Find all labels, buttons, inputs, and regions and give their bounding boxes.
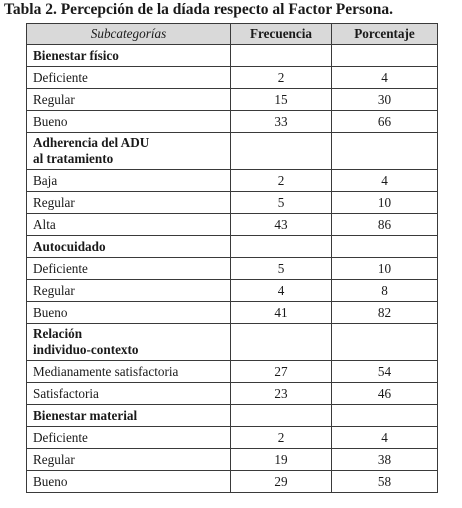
table-row xyxy=(27,170,438,192)
category-label: Autocuidado xyxy=(27,236,231,258)
table-row xyxy=(27,471,438,493)
row-frecuencia: 15 xyxy=(231,89,332,111)
row-frecuencia: 4 xyxy=(231,280,332,302)
table-row xyxy=(27,427,438,449)
row-porcentaje: 54 xyxy=(332,361,438,383)
table-row xyxy=(27,280,438,302)
row-label: Baja xyxy=(27,170,231,192)
row-frecuencia: 23 xyxy=(231,383,332,405)
row-frecuencia: 2 xyxy=(231,427,332,449)
header-subcategorias: Subcategorías xyxy=(27,24,231,45)
category-row xyxy=(27,133,438,170)
row-label: Regular xyxy=(27,192,231,214)
row-frecuencia: 29 xyxy=(231,471,332,493)
row-label: Regular xyxy=(27,89,231,111)
table-row xyxy=(27,214,438,236)
row-porcentaje: 46 xyxy=(332,383,438,405)
table-row xyxy=(27,361,438,383)
category-label: Bienestar físico xyxy=(27,45,231,67)
row-frecuencia: 19 xyxy=(231,449,332,471)
row-frecuencia: 43 xyxy=(231,214,332,236)
data-table xyxy=(26,23,438,493)
table-row xyxy=(27,111,438,133)
table-row xyxy=(27,89,438,111)
category-label: Bienestar material xyxy=(27,405,231,427)
header-porcentaje: Porcentaje xyxy=(332,24,438,45)
row-label: Satisfactoria xyxy=(27,383,231,405)
row-porcentaje: 82 xyxy=(332,302,438,324)
category-row xyxy=(27,405,438,427)
table-row xyxy=(27,258,438,280)
table-row xyxy=(27,192,438,214)
category-label-line1: Adherencia del ADU xyxy=(33,135,150,150)
row-porcentaje: 8 xyxy=(332,280,438,302)
row-label: Regular xyxy=(27,449,231,471)
category-row xyxy=(27,45,438,67)
row-frecuencia: 5 xyxy=(231,258,332,280)
row-frecuencia: 5 xyxy=(231,192,332,214)
row-porcentaje: 86 xyxy=(332,214,438,236)
table-row xyxy=(27,383,438,405)
row-label: Bueno xyxy=(27,111,231,133)
row-frecuencia: 2 xyxy=(231,170,332,192)
row-label: Alta xyxy=(27,214,231,236)
row-porcentaje: 10 xyxy=(332,258,438,280)
table-row xyxy=(27,302,438,324)
table-caption: Tabla 2. Percepción de la díada respecto al Factor Persona. xyxy=(4,1,394,18)
table-row xyxy=(27,67,438,89)
category-label xyxy=(27,324,231,361)
row-label: Medianamente satisfactoria xyxy=(27,361,231,383)
category-label-line2: al tratamiento xyxy=(33,151,114,166)
table-row xyxy=(27,449,438,471)
category-label-line2: individuo-contexto xyxy=(33,342,139,357)
category-row xyxy=(27,236,438,258)
row-porcentaje: 4 xyxy=(332,67,438,89)
row-porcentaje: 66 xyxy=(332,111,438,133)
header-row xyxy=(27,24,438,45)
row-label: Deficiente xyxy=(27,427,231,449)
row-porcentaje: 30 xyxy=(332,89,438,111)
category-label-line1: Relación xyxy=(33,326,83,341)
category-row xyxy=(27,324,438,361)
row-label: Deficiente xyxy=(27,67,231,89)
row-porcentaje: 58 xyxy=(332,471,438,493)
row-label: Regular xyxy=(27,280,231,302)
row-label: Bueno xyxy=(27,302,231,324)
row-frecuencia: 27 xyxy=(231,361,332,383)
row-porcentaje: 4 xyxy=(332,427,438,449)
row-label: Deficiente xyxy=(27,258,231,280)
row-frecuencia: 41 xyxy=(231,302,332,324)
row-frecuencia: 2 xyxy=(231,67,332,89)
row-porcentaje: 4 xyxy=(332,170,438,192)
row-porcentaje: 38 xyxy=(332,449,438,471)
row-porcentaje: 10 xyxy=(332,192,438,214)
row-label: Bueno xyxy=(27,471,231,493)
row-frecuencia: 33 xyxy=(231,111,332,133)
category-label xyxy=(27,133,231,170)
header-frecuencia: Frecuencia xyxy=(231,24,332,45)
